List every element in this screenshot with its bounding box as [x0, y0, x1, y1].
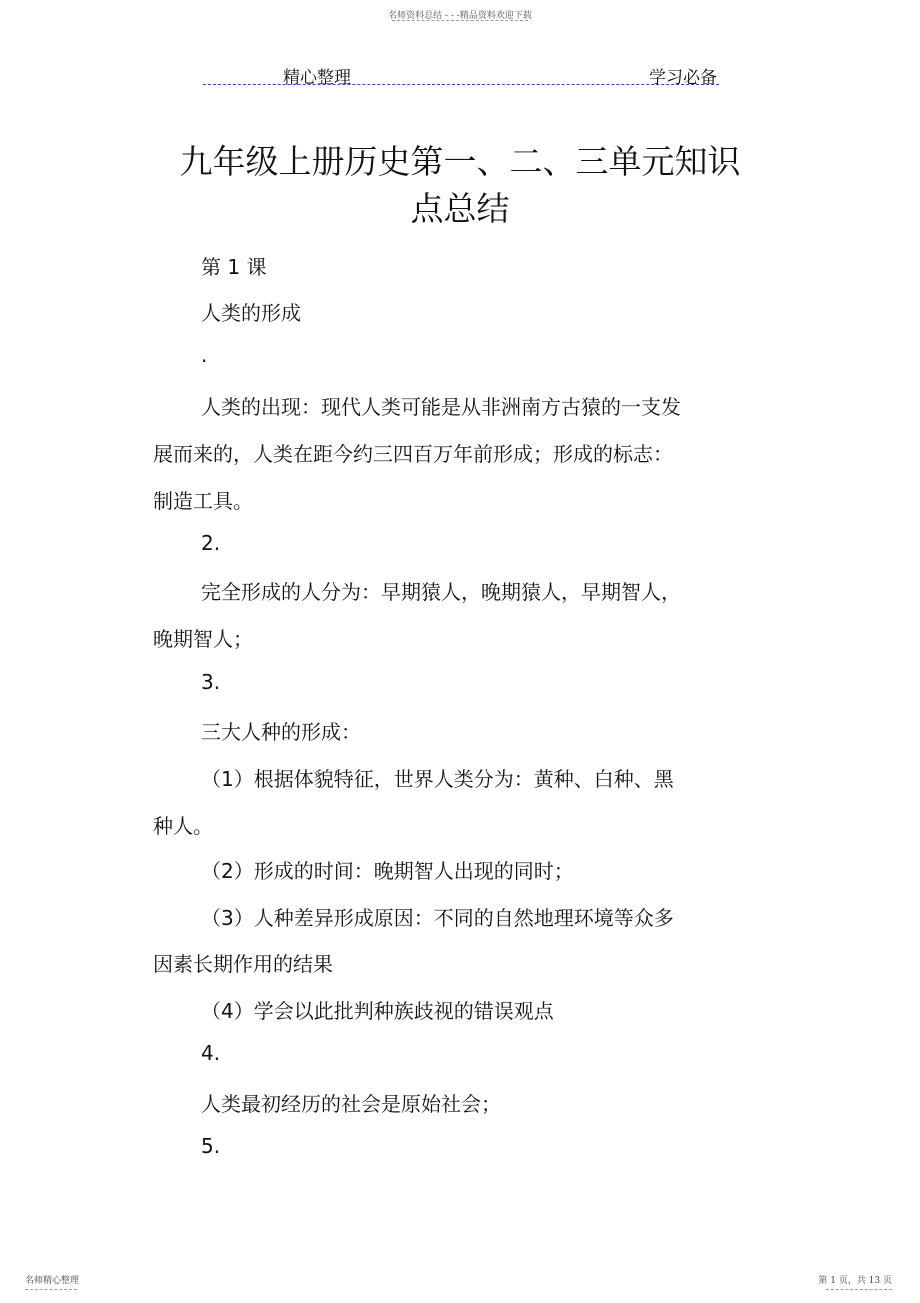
item-number-3: 3.: [201, 670, 221, 694]
paragraph-3-line-1: 三大人种的形成：: [201, 720, 361, 744]
paragraph-4-line-1: 人类最初经历的社会是原始社会；: [201, 1092, 501, 1116]
paragraph-1-line-3: 制造工具。: [153, 489, 253, 513]
top-banner-divider: [392, 20, 528, 21]
paragraph-2-line-2: 晚期智人；: [153, 627, 253, 651]
subitem-3-line-1: （3）人种差异形成原因：不同的自然地理环境等众多: [201, 906, 674, 930]
header-right-label: 学习必备: [649, 68, 717, 88]
subitem-3-line-2: 因素长期作用的结果: [153, 952, 333, 976]
footer-left-label: 名师精心整理: [25, 1276, 80, 1286]
item-number-5: 5.: [201, 1134, 221, 1158]
document-title-line-1: 九年级上册历史第一、二、三单元知识: [179, 142, 741, 181]
subitem-1-line-2: 种人。: [153, 814, 213, 838]
footer-right-divider: [826, 1289, 892, 1290]
lesson-number: 第 1 课: [201, 255, 267, 279]
item-number-2: 2.: [201, 531, 221, 555]
subitem-1-line-1: （1）根据体貌特征，世界人类分为：黄种、白种、黑: [201, 767, 674, 791]
header-divider: [203, 84, 719, 85]
lesson-title: 人类的形成: [201, 301, 301, 325]
document-title: [140, 138, 780, 232]
page-indicator: 第 1 页，共 13 页: [818, 1276, 892, 1286]
top-banner: 名师资料总结 - - -精品资料欢迎下载: [388, 11, 532, 21]
paragraph-2-line-1: 完全形成的人分为：早期猿人，晚期猿人，早期智人，: [201, 580, 681, 604]
document-title-line-2: 点总结: [410, 189, 510, 228]
subitem-4: （4）学会以此批判种族歧视的错误观点: [201, 999, 554, 1023]
footer-left-divider: [25, 1289, 77, 1290]
item-number-4: 4.: [201, 1041, 221, 1065]
paragraph-1-line-1: 人类的出现：现代人类可能是从非洲南方古猿的一支发: [201, 395, 681, 419]
header-left-label: 精心整理: [283, 68, 351, 88]
item-number-1: .: [201, 343, 208, 367]
paragraph-1-line-2: 展而来的，人类在距今约三四百万年前形成；形成的标志：: [153, 442, 673, 466]
subitem-2: （2）形成的时间：晚期智人出现的同时；: [201, 859, 574, 883]
